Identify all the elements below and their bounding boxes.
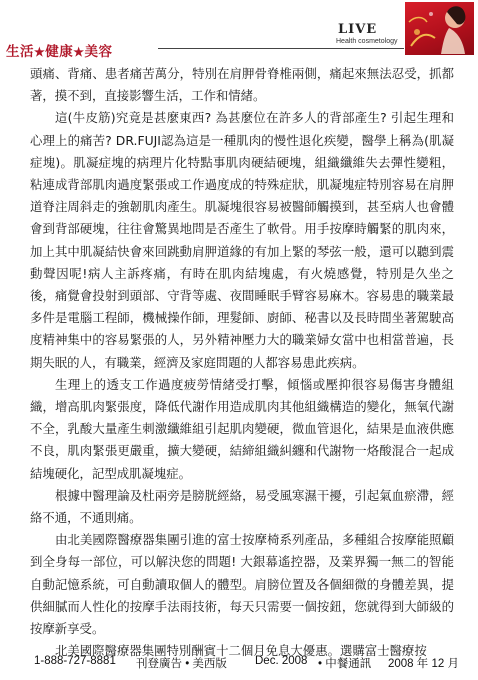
footer-magazine: • 中餐通訊	[318, 658, 372, 670]
article-paragraph: 北美國際醫療器集團特別酬賓十二個月免息大優惠。選購富士醫療按	[55, 643, 427, 659]
article-paragraph: 這(牛皮筋)究竟是甚麼東西? 為甚麼位在許多人的背部產生? 引起生理和心理上的痛苦? DR.FUJI認為這是一種肌肉的慢性退化疾變，醫學上稱為(肌凝症塊)。肌凝症塊的病理片化特點事肌肉硬結硬塊，組織纖維失去彈性變粗，粘連成背部肌肉過度緊張或工作過度成的特殊症狀，肌凝塊症特別容易在肩胛道脊注周斜走的強韌肌肉產生。肌凝塊很容易被醫師觸摸到，甚至病人也會體會到背部硬塊，往往會驚異地問是否產生了軟骨。用手按摩時觸緊的肌肉來，加上其中肌凝結快會來回跳動肩胛道緣的有加上緊的琴弦一般，還可以聽到震動聲因呢!病人主訴疼痛，有時在肌肉結塊處，有火燒感覺，特別是久坐之後，痛覺會投射到頭部、守背等處、夜間睡眠手臂容易麻木。容易患的職業最多件是電腦工程師，機械操作師，理髮師、廚師、秘書以及長時間坐著駕駛高度精神集中的容易緊張的人，另外精神壓力大的職業婦女當中也相當普遍，長期失眠的人，有職業，經濟及家庭問題的人都容易患此疾病。	[30, 110, 454, 370]
header-illustration	[405, 2, 474, 55]
page-footer	[0, 651, 478, 673]
header-divider	[158, 48, 404, 49]
article-paragraph: 由北美國際醫療器集團引進的富士按摩椅系列產品，多種組合按摩能照顧到全身每一部位，可以解決您的問題! 大銀幕遙控器，及業界獨一無二的智能自動記憶系統，可自動讀取個人的體型。肩膀位置及各個細微的身體差異，提供細膩而人性化的按摩手法雨技術，每天只需要一個按鈕，您就得到大師級的按摩新享受。	[30, 532, 454, 637]
article-paragraph: 頭痛、背痛、患者痛苦萬分，特別在肩胛骨脊椎兩側，痛起來無法忍受，抓都著，摸不到，直接影響生活，工作和情緒。	[30, 66, 454, 104]
section-title-beauty: 美容	[84, 44, 113, 60]
article-paragraph: 生理上的透支工作過度疲勞情緒受打擊，傾惱或壓抑很容易傷害身體組織，增高肌肉緊張度，降低代謝作用造成肌肉其他組織構造的變化，無氧代謝不全，乳酸大量產生刺激纖維組引起肌肉變硬，微血管退化，結果是血液供應不良，肌肉緊張更嚴重，擴大變硬，結締組織糾纏和代謝物一烙酸混合一起成結塊硬化，記型成肌凝塊症。	[30, 376, 454, 481]
footer-issue-date-cn: 2008 年 12 月	[388, 658, 459, 670]
footer-issue-date: Dec. 2008	[255, 655, 308, 667]
footer-phone: 1-888-727-8881	[34, 655, 116, 667]
live-subtitle: Health cosmetology	[336, 38, 398, 45]
section-title	[6, 40, 113, 60]
section-title-health: 健康	[45, 44, 74, 60]
star-icon: ★	[34, 45, 46, 59]
page-header	[0, 0, 478, 62]
article-body	[30, 63, 454, 662]
article-paragraph: 根據中醫理論及杜兩旁是膀胱經絡，易受風寒濕干擾，引起氣血瘀滯，經絡不通，不通則痛。	[30, 487, 454, 526]
figure-illustration-icon	[405, 2, 474, 55]
star-icon: ★	[73, 45, 85, 59]
live-label: LIVE	[338, 22, 378, 37]
footer-publication: 刊登廣告 • 美西版	[136, 658, 227, 670]
section-title-life: 生活	[6, 44, 34, 60]
